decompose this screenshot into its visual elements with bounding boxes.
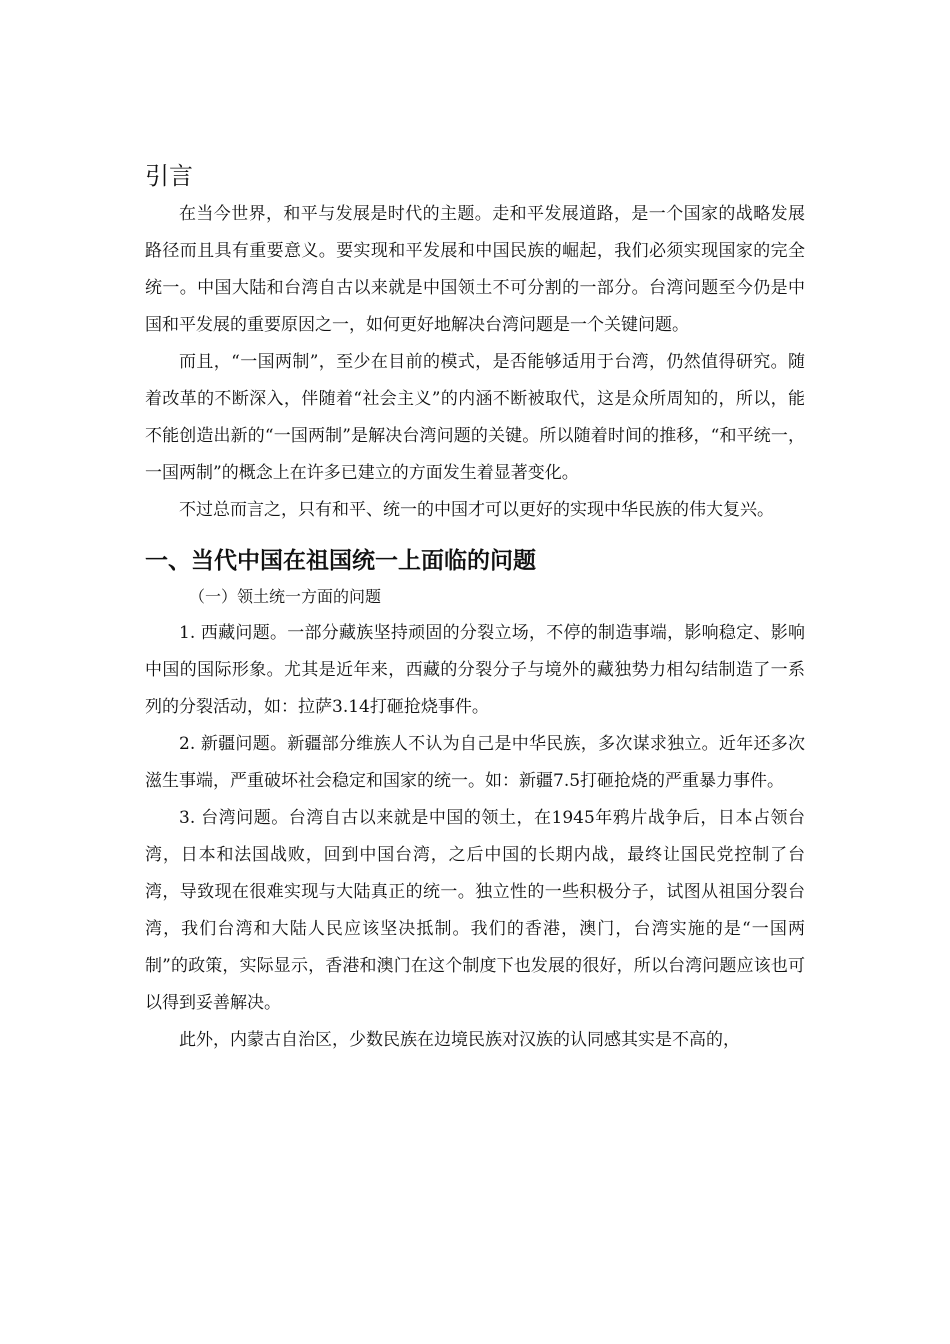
section-1-paragraph-inner-mongolia: 此外，内蒙古自治区，少数民族在边境民族对汉族的认同感其实是不高的， bbox=[179, 1030, 740, 1050]
intro-paragraph-3: 不过总而言之，只有和平、统一的中国才可以更好的实现中华民族的伟大复兴。 bbox=[179, 500, 774, 520]
section-1-paragraph-taiwan: 3. 台湾问题。台湾自古以来就是中国的领土，在1945年鸦片战争后，日本占领台湾，日本和法国战败，回到中国台湾，之后中国的长期内战，最终让国民党控制了台湾，导致现在很难实现与大陆真正的统一。独立性的一些积极分子，试图从祖国分裂台湾，我们台湾和大陆人民应该坚决抵制。我们的香港，澳门，台湾实施的是“一国两制”的政策，实际显示，香港和澳门在这个制度下也发展的很好，所以台湾问题应该也可以得到妥善解决。 bbox=[145, 808, 805, 1013]
document-body bbox=[145, 158, 805, 1059]
section-1-heading: 一、当代中国在祖国统一上面临的问题 bbox=[145, 548, 536, 574]
section-1-paragraph-tibet: 1. 西藏问题。一部分藏族坚持顽固的分裂立场，不停的制造事端，影响稳定、影响中国的国际形象。尤其是近年来，西藏的分裂分子与境外的藏独势力相勾结制造了一系列的分裂活动，如：拉萨3.14打砸抢烧事件。 bbox=[145, 623, 805, 717]
intro-paragraph-1: 在当今世界，和平与发展是时代的主题。走和平发展道路，是一个国家的战略发展路径而且具有重要意义。要实现和平发展和中国民族的崛起，我们必须实现国家的完全统一。中国大陆和台湾自古以来就是中国领土不可分割的一部分。台湾问题至今仍是中国和平发展的重要原因之一，如何更好地解决台湾问题是一个关键问题。 bbox=[145, 204, 805, 335]
intro-heading: 引言 bbox=[145, 162, 193, 190]
intro-paragraph-2: 而且，“一国两制”，至少在目前的模式，是否能够适用于台湾，仍然值得研究。随着改革的不断深入，伴随着“社会主义”的内涵不断被取代，这是众所周知的，所以，能不能创造出新的“一国两制”是解决台湾问题的关键。所以随着时间的推移，“和平统一，一国两制”的概念上在许多已建立的方面发生着显著变化。 bbox=[145, 352, 805, 483]
section-1-paragraph-xinjiang: 2. 新疆问题。新疆部分维族人不认为自己是中华民族，多次谋求独立。近年还多次滋生事端，严重破坏社会稳定和国家的统一。如：新疆7.5打砸抢烧的严重暴力事件。 bbox=[145, 734, 805, 791]
section-1-subheading: （一）领土统一方面的问题 bbox=[189, 587, 382, 606]
